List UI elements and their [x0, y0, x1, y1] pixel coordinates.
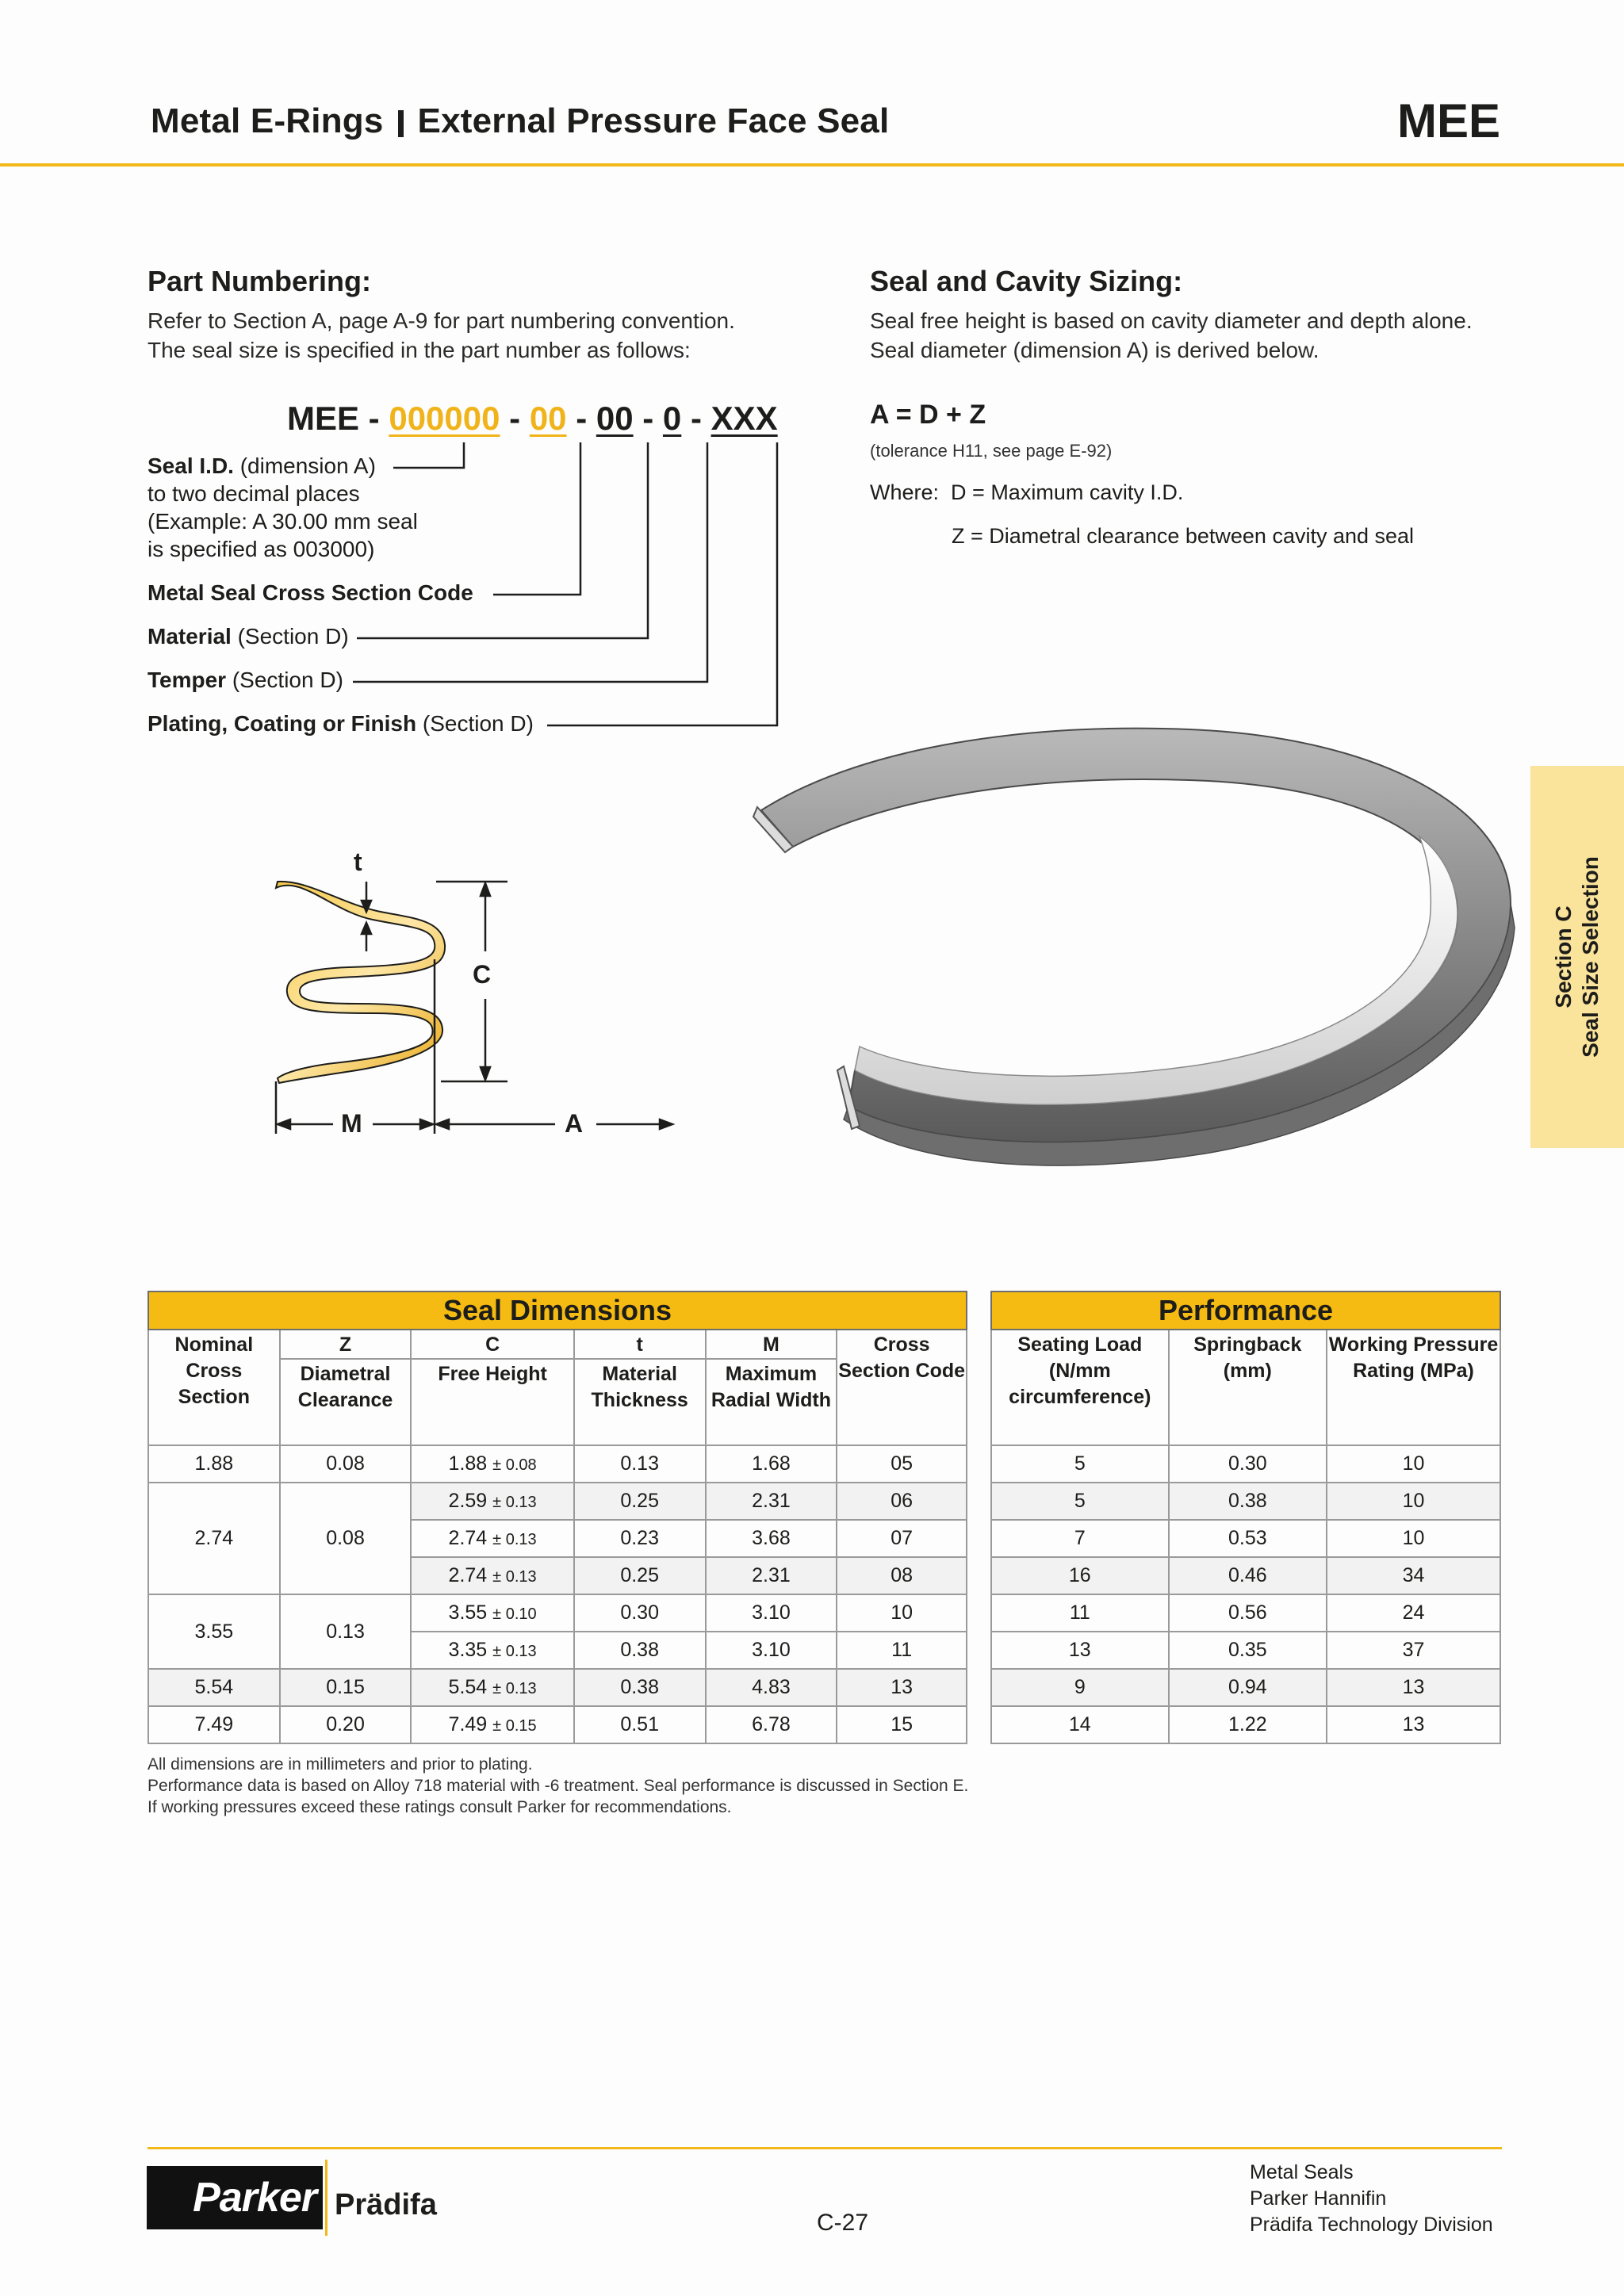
seal-id-line: (Example: A 30.00 mm seal [147, 509, 418, 534]
cell-code: 06 [837, 1483, 967, 1520]
sizing-formula: A = D + Z [870, 400, 986, 430]
t-label: t [354, 848, 362, 876]
col-springback: Springback (mm) [1169, 1330, 1327, 1445]
cell-z: 0.20 [280, 1706, 412, 1743]
col-seating-load: Seating Load (N/mm circumference) [991, 1330, 1169, 1445]
cell-z: 0.08 [280, 1445, 412, 1483]
cell-pressure: 13 [1327, 1706, 1500, 1743]
cell-m: 3.68 [706, 1520, 837, 1557]
c-tolerance: ± 0.13 [492, 1680, 537, 1697]
plating-rest: (Section D) [416, 711, 534, 736]
side-tab-line2: Seal Size Selection [1578, 856, 1603, 1058]
c-value: 2.74 [448, 1527, 488, 1549]
col-c-sub: Free Height [412, 1358, 573, 1387]
cell-t: 0.25 [574, 1557, 706, 1594]
cell-pressure: 37 [1327, 1632, 1500, 1669]
cell-t: 0.38 [574, 1669, 706, 1706]
cell-code: 11 [837, 1632, 967, 1669]
c-value: 3.55 [448, 1601, 488, 1624]
c-value: 2.59 [448, 1490, 488, 1512]
note-line: If working pressures exceed these ratings consult Parker for recommendations. [147, 1798, 732, 1816]
table-notes [147, 1754, 968, 1818]
seal-id-line: to two decimal places [147, 481, 360, 506]
cell-m: 3.10 [706, 1594, 837, 1632]
cell-springback: 0.53 [1169, 1520, 1327, 1557]
pn-seal-id: 000000 [389, 400, 500, 437]
c-tolerance: ± 0.13 [492, 1494, 537, 1511]
c-tolerance: ± 0.10 [492, 1605, 537, 1623]
cell-c [411, 1706, 573, 1743]
cell-pressure: 10 [1327, 1520, 1500, 1557]
logo-divider [325, 2160, 327, 2236]
cell-m: 1.68 [706, 1445, 837, 1483]
cell-springback: 0.94 [1169, 1669, 1327, 1706]
sizing-text [870, 306, 1473, 365]
cell-load: 9 [991, 1669, 1169, 1706]
cell-pressure: 24 [1327, 1594, 1500, 1632]
pn-cross-section: 00 [529, 400, 567, 437]
note-line: Performance data is based on Alloy 718 material with -6 treatment. Seal performance is discussed in Section E. [147, 1777, 969, 1795]
sizing-line: Seal diameter (dimension A) is derived below. [870, 338, 1320, 362]
c-tolerance: ± 0.15 [492, 1717, 537, 1735]
table-row [148, 1594, 967, 1632]
table-row [991, 1706, 1500, 1743]
a-arrow-left [436, 1119, 449, 1129]
side-tab-line1: Section C [1551, 905, 1576, 1008]
title-left: Metal E-Rings [151, 101, 384, 140]
part-numbering-heading: Part Numbering: [147, 265, 372, 297]
cell-code: 08 [837, 1557, 967, 1594]
cell-t: 0.25 [574, 1483, 706, 1520]
where-label: Where: [870, 480, 940, 504]
cell-springback: 0.38 [1169, 1483, 1327, 1520]
cell-springback: 0.30 [1169, 1445, 1327, 1483]
cell-springback: 0.56 [1169, 1594, 1327, 1632]
col-code: Cross Section Code [837, 1330, 967, 1445]
col-t [574, 1330, 706, 1445]
leader-seal-id [393, 442, 464, 468]
m-label: M [341, 1109, 362, 1138]
col-t-top: t [636, 1334, 643, 1356]
address-line: Parker Hannifin [1250, 2187, 1387, 2210]
table-row [991, 1632, 1500, 1669]
pn-sep: - [359, 400, 389, 437]
cell-c [411, 1632, 573, 1669]
cell-pressure: 10 [1327, 1445, 1500, 1483]
material-rest: (Section D) [231, 624, 349, 649]
sizing-heading: Seal and Cavity Sizing: [870, 265, 1183, 297]
pradifa-logo: Prädifa [335, 2188, 437, 2221]
cell-load: 16 [991, 1557, 1169, 1594]
c-tolerance: ± 0.13 [492, 1643, 537, 1660]
section-side-tab-text [1550, 838, 1604, 1076]
col-t-sub: Material Thickness [575, 1358, 705, 1414]
cell-code: 10 [837, 1594, 967, 1632]
material-bold: Material [147, 624, 232, 649]
cell-nominal: 1.88 [148, 1445, 280, 1483]
parker-logo: Parker [147, 2166, 323, 2229]
table-row [991, 1669, 1500, 1706]
a-label: A [565, 1109, 584, 1138]
note-line: All dimensions are in millimeters and prior to plating. [147, 1755, 533, 1774]
sizing-line: Seal free height is based on cavity diameter and depth alone. [870, 308, 1473, 333]
cell-m: 6.78 [706, 1706, 837, 1743]
part-numbering-line: Refer to Section A, page A-9 for part numbering convention. [147, 308, 735, 333]
product-code: MEE [1396, 94, 1500, 147]
cell-t: 0.13 [574, 1445, 706, 1483]
table-row [991, 1520, 1500, 1557]
col-nominal: Nominal Cross Section [148, 1330, 280, 1445]
table-row [991, 1557, 1500, 1594]
cell-load: 5 [991, 1445, 1169, 1483]
col-z-top: Z [339, 1334, 352, 1356]
pn-material: 00 [596, 400, 634, 437]
col-c [411, 1330, 573, 1445]
leader-plating [547, 442, 777, 725]
c-tolerance: ± 0.13 [492, 1531, 537, 1548]
col-c-top: C [485, 1334, 500, 1356]
col-z-sub: Diametral Clearance [281, 1358, 411, 1414]
cell-pressure: 34 [1327, 1557, 1500, 1594]
cell-t: 0.51 [574, 1706, 706, 1743]
sizing-tolerance: (tolerance H11, see page E-92) [870, 441, 1113, 461]
cell-t: 0.23 [574, 1520, 706, 1557]
table-row [148, 1445, 967, 1483]
cross-section-diagram [238, 832, 698, 1150]
title-right: External Pressure Face Seal [417, 101, 890, 140]
col-z [280, 1330, 412, 1445]
col-working-pressure: Working Pressure Rating (MPa) [1327, 1330, 1500, 1445]
pn-sep: - [500, 400, 530, 437]
page-number: C-27 [817, 2210, 869, 2236]
footer-address [1250, 2160, 1493, 2238]
seal-id-bold: Seal I.D. [147, 453, 234, 478]
seal-dimensions-table [147, 1291, 967, 1744]
c-value: 2.74 [448, 1564, 488, 1586]
c-value: 7.49 [448, 1713, 488, 1735]
table-row [148, 1669, 967, 1706]
temper-bold: Temper [147, 668, 227, 692]
c-value: 3.35 [448, 1639, 488, 1661]
cell-load: 14 [991, 1706, 1169, 1743]
table-row [148, 1483, 967, 1520]
cell-c [411, 1669, 573, 1706]
cell-nominal: 5.54 [148, 1669, 280, 1706]
c-tolerance: ± 0.13 [492, 1568, 537, 1586]
cell-springback: 0.46 [1169, 1557, 1327, 1594]
t-arrow-bottom [362, 923, 371, 934]
cell-code: 07 [837, 1520, 967, 1557]
performance-title: Performance [991, 1292, 1500, 1330]
leader-cross-section [493, 442, 580, 595]
m-arrow-left [278, 1119, 290, 1129]
part-number-leaders [0, 0, 1624, 761]
cell-load: 7 [991, 1520, 1169, 1557]
cell-t: 0.38 [574, 1632, 706, 1669]
pn-prefix: MEE [287, 400, 360, 437]
cell-pressure: 10 [1327, 1483, 1500, 1520]
cell-m: 2.31 [706, 1557, 837, 1594]
pn-finish: XXX [710, 400, 778, 437]
c-value: 5.54 [448, 1676, 488, 1698]
c-label: C [473, 960, 492, 989]
cell-code: 13 [837, 1669, 967, 1706]
performance-table [990, 1291, 1501, 1744]
table-row [991, 1594, 1500, 1632]
table-row [991, 1445, 1500, 1483]
cell-nominal: 7.49 [148, 1706, 280, 1743]
cell-m: 3.10 [706, 1632, 837, 1669]
cell-c [411, 1483, 573, 1520]
cell-code: 05 [837, 1445, 967, 1483]
footer-rule [147, 2147, 1502, 2149]
plating-bold: Plating, Coating or Finish [147, 711, 417, 736]
cell-z: 0.15 [280, 1669, 412, 1706]
cross-section-bold: Metal Seal Cross Section Code [147, 580, 473, 605]
leader-temper [353, 442, 707, 682]
pn-sep: - [566, 400, 596, 437]
c-tolerance: ± 0.08 [492, 1456, 537, 1474]
c-arrow-top [481, 883, 490, 896]
e-ring-illustration [745, 714, 1530, 1189]
cell-load: 5 [991, 1483, 1169, 1520]
cell-pressure: 13 [1327, 1669, 1500, 1706]
cell-c [411, 1445, 573, 1483]
a-arrow-right [660, 1119, 672, 1129]
c-arrow-bottom [481, 1067, 490, 1080]
pn-temper: 0 [662, 400, 682, 437]
z-definition: Z = Diametral clearance between cavity and seal [952, 524, 1415, 548]
seal-id-rest: (dimension A) [233, 453, 376, 478]
cell-z: 0.08 [280, 1483, 412, 1594]
cell-code: 15 [837, 1706, 967, 1743]
temper-rest: (Section D) [226, 668, 343, 692]
cell-m: 4.83 [706, 1669, 837, 1706]
pn-sep: - [681, 400, 711, 437]
pn-sep: - [633, 400, 663, 437]
table-row [148, 1706, 967, 1743]
where-d [870, 480, 1183, 505]
cell-c [411, 1594, 573, 1632]
leader-material [357, 442, 648, 638]
cell-c [411, 1557, 573, 1594]
c-value: 1.88 [448, 1452, 488, 1475]
col-m-sub: Maximum Radial Width [707, 1358, 837, 1414]
cell-t: 0.30 [574, 1594, 706, 1632]
e-ring-profile [276, 882, 445, 1083]
seal-id-line: is specified as 003000) [147, 537, 375, 561]
table-row [991, 1483, 1500, 1520]
cell-nominal: 3.55 [148, 1594, 280, 1669]
address-line: Metal Seals [1250, 2161, 1354, 2183]
d-definition: D = Maximum cavity I.D. [951, 480, 1184, 504]
cell-springback: 1.22 [1169, 1706, 1327, 1743]
address-line: Prädifa Technology Division [1250, 2214, 1493, 2236]
cell-load: 11 [991, 1594, 1169, 1632]
part-numbering-line: The seal size is specified in the part number as follows: [147, 338, 691, 362]
cell-load: 13 [991, 1632, 1169, 1669]
col-m [706, 1330, 837, 1445]
cell-nominal: 2.74 [148, 1483, 280, 1594]
col-m-top: M [763, 1334, 779, 1356]
seal-dimensions-title: Seal Dimensions [148, 1292, 967, 1330]
cell-z: 0.13 [280, 1594, 412, 1669]
cell-springback: 0.35 [1169, 1632, 1327, 1669]
cell-c [411, 1520, 573, 1557]
m-arrow-right [420, 1119, 433, 1129]
cell-m: 2.31 [706, 1483, 837, 1520]
